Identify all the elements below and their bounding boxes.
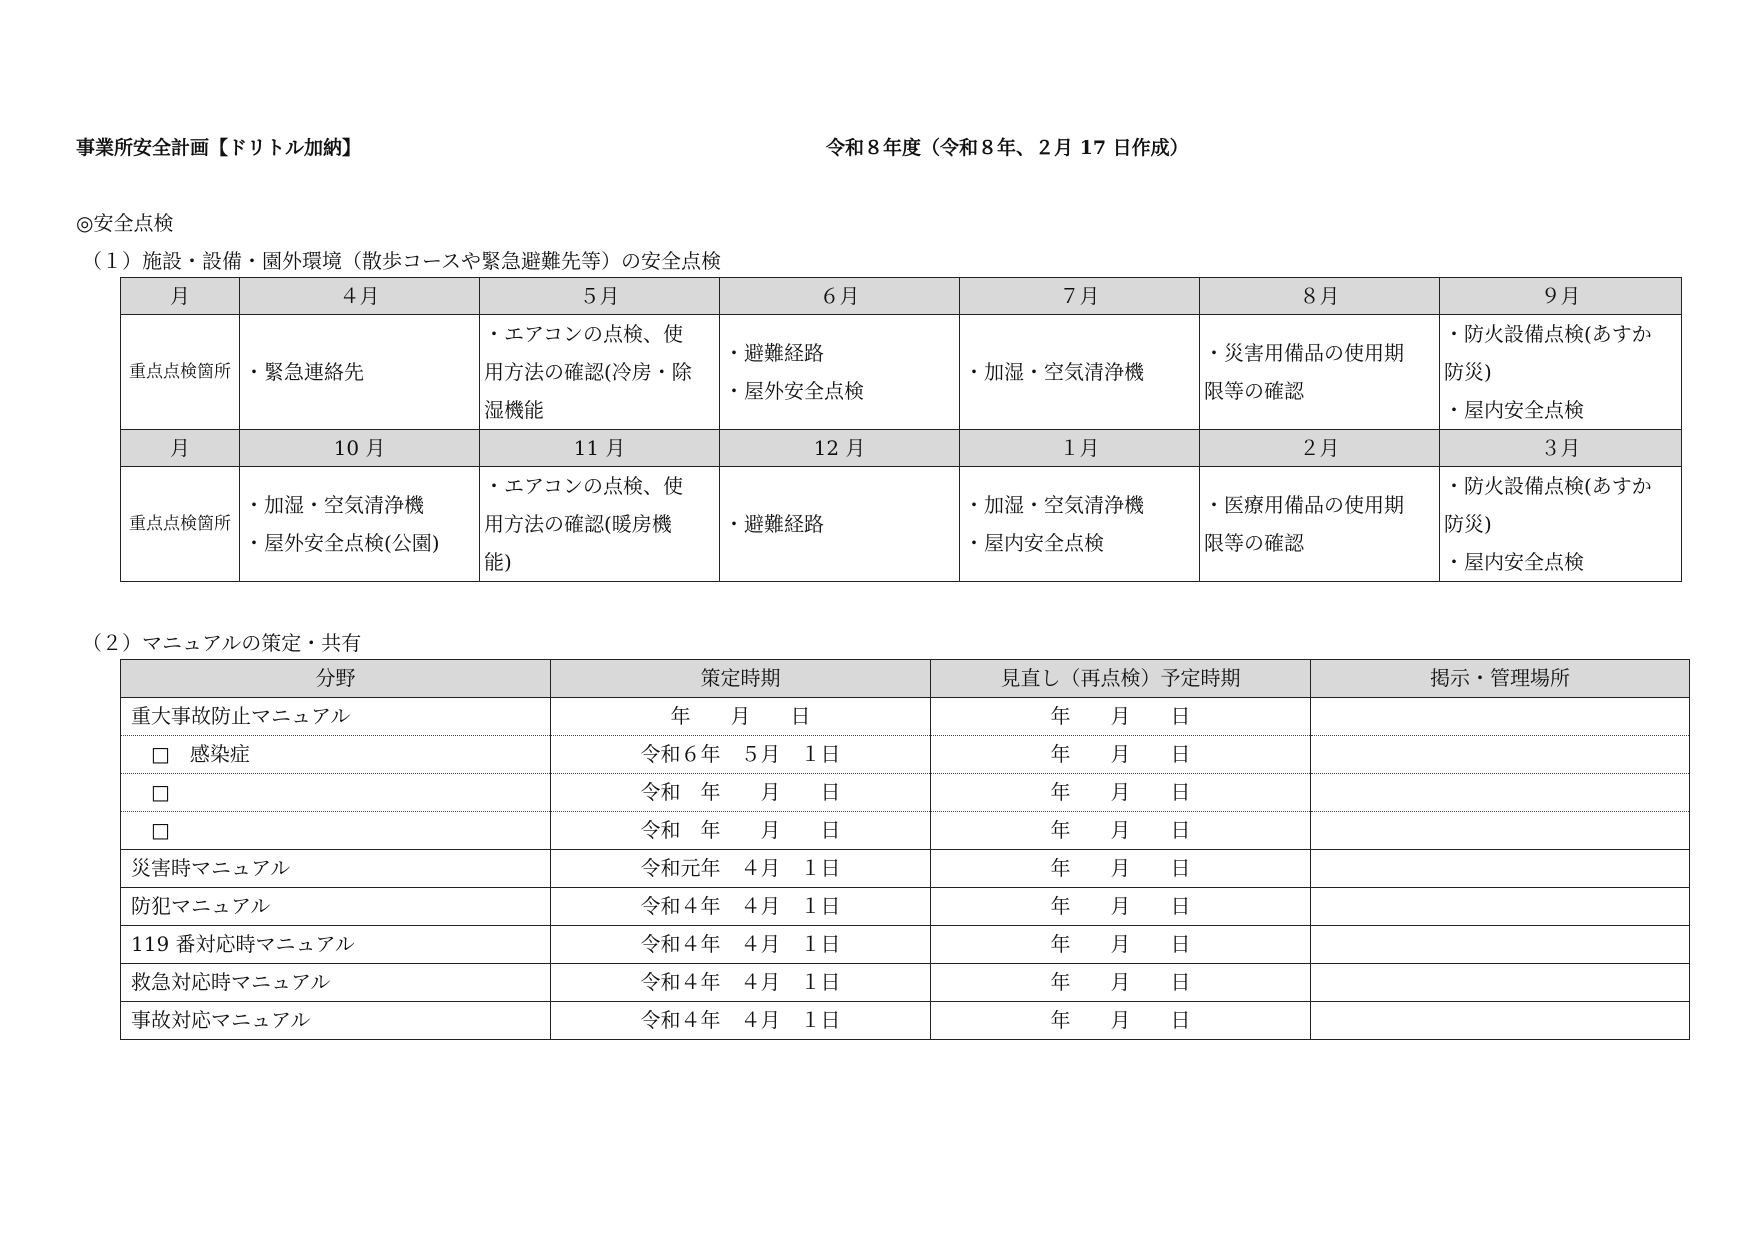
manual-name: □	[121, 774, 551, 812]
focus-item-line: ・加湿・空気清浄機	[964, 493, 1144, 517]
focus-item-line: ・避難経路	[724, 512, 824, 536]
focus-cell	[960, 315, 1200, 430]
posting-place	[1311, 698, 1690, 736]
created-date: 令和４年 ４月 １日	[551, 888, 931, 926]
focus-cell	[480, 315, 720, 430]
month-header: ５月	[480, 278, 720, 315]
focus-item-line: ・防火設備点検(あすか	[1444, 474, 1652, 498]
focus-cell	[1200, 467, 1440, 582]
manual-row	[121, 964, 1690, 1002]
focus-item-line: ・災害用備品の使用期	[1204, 341, 1404, 365]
review-date: 年 月 日	[931, 888, 1311, 926]
posting-place	[1311, 1002, 1690, 1040]
focus-item-line: 用方法の確認(冷房・除	[484, 360, 692, 384]
manual-row	[121, 888, 1690, 926]
manuals-table	[120, 659, 1690, 1040]
posting-place	[1311, 812, 1690, 850]
column-header: 掲示・管理場所	[1311, 660, 1690, 698]
focus-cell	[960, 467, 1200, 582]
focus-item-line: ・防火設備点検(あすか	[1444, 322, 1652, 346]
inspection-table	[120, 277, 1682, 582]
month-header: ３月	[1440, 430, 1682, 467]
review-date: 年 月 日	[931, 812, 1311, 850]
focus-item-line: 用方法の確認(暖房機	[484, 512, 672, 536]
month-header: ７月	[960, 278, 1200, 315]
month-row-first-half	[121, 278, 1682, 315]
manual-row	[121, 698, 1690, 736]
created-date: 令和６年 ５月 １日	[551, 736, 931, 774]
month-row-second-half	[121, 430, 1682, 467]
manual-row	[121, 774, 1690, 812]
created-date: 令和４年 ４月 １日	[551, 926, 931, 964]
focus-cell	[480, 467, 720, 582]
column-header: 策定時期	[551, 660, 931, 698]
month-label: 月	[121, 430, 240, 467]
focus-item-line: 防災)	[1444, 360, 1492, 384]
review-date: 年 月 日	[931, 698, 1311, 736]
created-date: 令和４年 ４月 １日	[551, 964, 931, 1002]
month-header: ４月	[240, 278, 480, 315]
created-date: 令和元年 ４月 １日	[551, 850, 931, 888]
focus-item-line: ・エアコンの点検、使	[484, 474, 683, 498]
column-header: 見直し（再点検）予定時期	[931, 660, 1311, 698]
review-date: 年 月 日	[931, 1002, 1311, 1040]
review-date: 年 月 日	[931, 926, 1311, 964]
created-date: 令和 年 月 日	[551, 774, 931, 812]
review-date: 年 月 日	[931, 964, 1311, 1002]
focus-item-line: ・屋内安全点検	[964, 531, 1104, 555]
focus-cell	[1440, 315, 1682, 430]
review-date: 年 月 日	[931, 774, 1311, 812]
focus-item-line: ・エアコンの点検、使	[484, 322, 683, 346]
month-header: 11 月	[480, 430, 720, 467]
manual-name: 119 番対応時マニュアル	[121, 926, 551, 964]
manual-row	[121, 1002, 1690, 1040]
focus-cell	[720, 467, 960, 582]
manual-name: 防犯マニュアル	[121, 888, 551, 926]
focus-item-line: ・避難経路	[724, 341, 824, 365]
focus-item-line: ・屋内安全点検	[1444, 398, 1584, 422]
month-header: ２月	[1200, 430, 1440, 467]
focus-item-line: 能)	[484, 550, 512, 574]
manual-name: 事故対応マニュアル	[121, 1002, 551, 1040]
focus-cell	[720, 315, 960, 430]
focus-item-line: ・加湿・空気清浄機	[964, 360, 1144, 384]
posting-place	[1311, 964, 1690, 1002]
fiscal-year: 令和８年度（令和８年、２月 17 日作成）	[826, 137, 1189, 159]
created-date: 令和 年 月 日	[551, 812, 931, 850]
focus-cell	[1200, 315, 1440, 430]
posting-place	[1311, 736, 1690, 774]
focus-item-line: 限等の確認	[1204, 379, 1304, 403]
focus-label: 重点点検箇所	[121, 467, 240, 582]
manual-row	[121, 926, 1690, 964]
month-header: １月	[960, 430, 1200, 467]
focus-item-line: ・屋内安全点検	[1444, 550, 1584, 574]
posting-place	[1311, 850, 1690, 888]
section-title: ◎安全点検	[76, 211, 174, 235]
manuals-heading: （２）マニュアルの策定・共有	[82, 631, 362, 655]
focus-cell	[1440, 467, 1682, 582]
month-header: 10 月	[240, 430, 480, 467]
manual-name: □ 感染症	[121, 736, 551, 774]
created-date: 令和４年 ４月 １日	[551, 1002, 931, 1040]
focus-item-line: 防災)	[1444, 512, 1492, 536]
manual-name: 災害時マニュアル	[121, 850, 551, 888]
manual-row	[121, 812, 1690, 850]
focus-item-line: ・緊急連絡先	[244, 360, 364, 384]
focus-item-line: ・屋外安全点検(公園)	[244, 531, 440, 555]
month-header: ８月	[1200, 278, 1440, 315]
manual-name: 救急対応時マニュアル	[121, 964, 551, 1002]
focus-item-line: 限等の確認	[1204, 531, 1304, 555]
document-title: 事業所安全計画【ドリトル加納】	[76, 137, 362, 159]
focus-cell	[240, 315, 480, 430]
month-header: ９月	[1440, 278, 1682, 315]
focus-cell	[240, 467, 480, 582]
manuals-header-row	[121, 660, 1690, 698]
manual-row	[121, 736, 1690, 774]
focus-row-second-half	[121, 467, 1682, 582]
manual-name: □	[121, 812, 551, 850]
review-date: 年 月 日	[931, 736, 1311, 774]
focus-row-first-half	[121, 315, 1682, 430]
posting-place	[1311, 888, 1690, 926]
created-date: 年 月 日	[551, 698, 931, 736]
manual-row	[121, 850, 1690, 888]
column-header: 分野	[121, 660, 551, 698]
month-header: 12 月	[720, 430, 960, 467]
posting-place	[1311, 774, 1690, 812]
focus-item-line: ・医療用備品の使用期	[1204, 493, 1404, 517]
manual-name: 重大事故防止マニュアル	[121, 698, 551, 736]
inspection-heading: （１）施設・設備・園外環境（散歩コースや緊急避難先等）の安全点検	[82, 249, 721, 273]
month-header: ６月	[720, 278, 960, 315]
focus-item-line: ・加湿・空気清浄機	[244, 493, 424, 517]
review-date: 年 月 日	[931, 850, 1311, 888]
manuals-body	[121, 698, 1690, 1040]
focus-item-line: 湿機能	[484, 398, 544, 422]
posting-place	[1311, 926, 1690, 964]
focus-item-line: ・屋外安全点検	[724, 379, 864, 403]
focus-label: 重点点検箇所	[121, 315, 240, 430]
month-label: 月	[121, 278, 240, 315]
